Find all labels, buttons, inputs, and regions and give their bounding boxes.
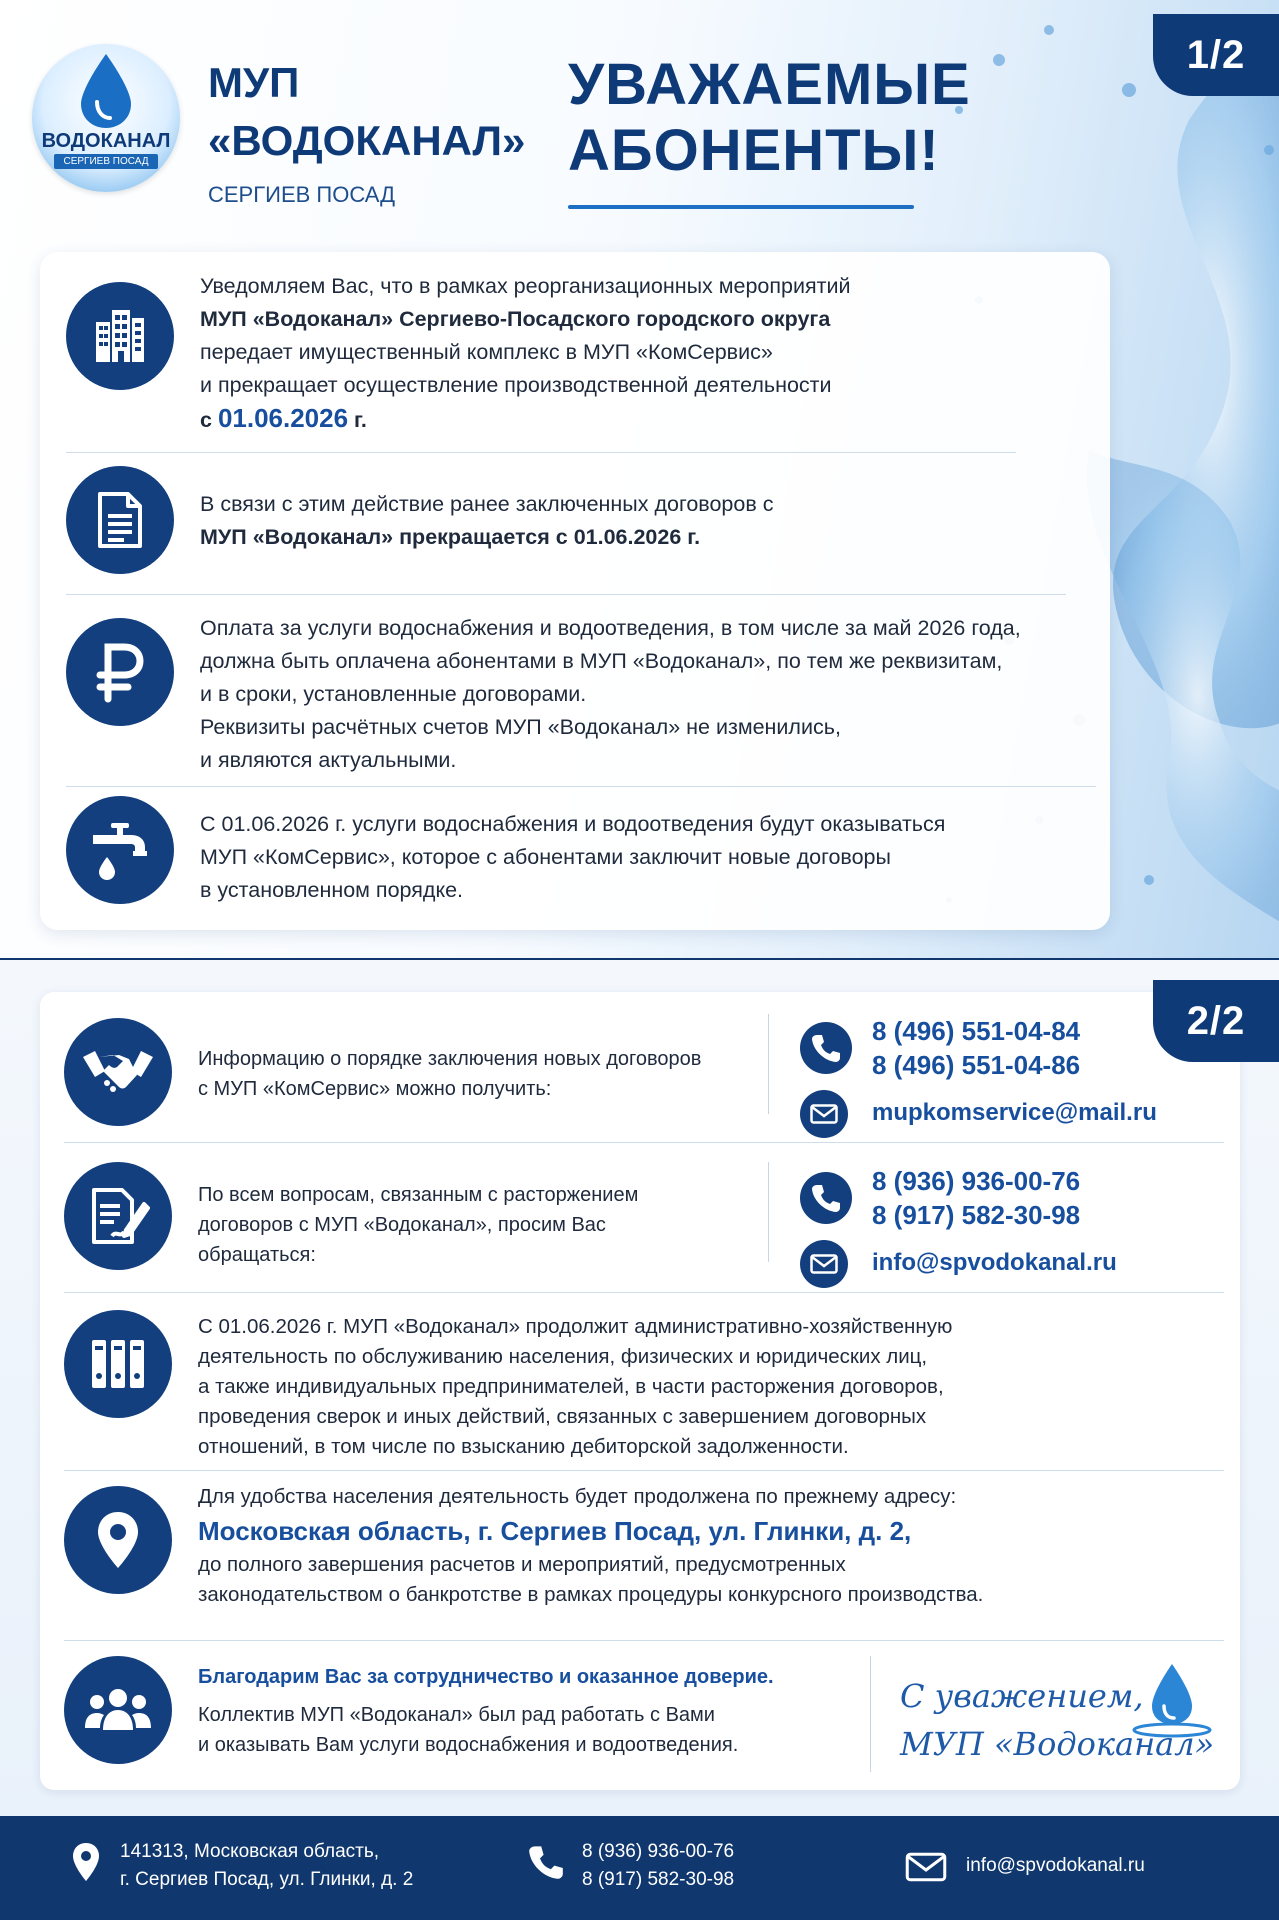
notice-item-3-line-1: Оплата за услуги водоснабжения и водоотведения, в том числе за май 2026 года, bbox=[200, 616, 1021, 640]
vodokanal-phone-2[interactable]: 8 (917) 582-30-98 bbox=[872, 1200, 1081, 1230]
contacts-new-line-1: Информацию о порядке заключения новых договоров bbox=[198, 1048, 702, 1070]
email-icon bbox=[800, 1090, 848, 1138]
notice-item-2 bbox=[200, 488, 773, 554]
thanks-line-1: Коллектив МУП «Водоканал» был рад работать с Вами bbox=[198, 1704, 715, 1726]
vodokanal-logo bbox=[32, 44, 180, 192]
divider bbox=[64, 1292, 1224, 1293]
notice-item-3 bbox=[200, 612, 1021, 777]
contacts-termination-line-1: По всем вопросам, связанным с расторжением bbox=[198, 1184, 639, 1206]
komservice-phone-2[interactable]: 8 (496) 551-04-86 bbox=[872, 1050, 1081, 1080]
org-short: МУП bbox=[208, 59, 300, 106]
footer-address-line-1: 141313, Московская область, bbox=[120, 1841, 380, 1862]
activity-line-1: С 01.06.2026 г. МУП «Водоканал» продолжит административно-хозяйственную bbox=[198, 1315, 953, 1338]
divider bbox=[64, 1470, 1224, 1471]
notice-item-4-line-3: в установленном порядке. bbox=[200, 878, 464, 902]
signature-line-1: С уважением, bbox=[900, 1677, 1144, 1715]
notice-item-4-line-1: С 01.06.2026 г. услуги водоснабжения и водоотведения будут оказываться bbox=[200, 812, 946, 836]
thanks-text bbox=[198, 1662, 774, 1760]
headline-line-2: АБОНЕНТЫ! bbox=[568, 118, 940, 183]
divider bbox=[64, 1640, 1224, 1641]
notice-card bbox=[40, 252, 1110, 930]
contacts-card bbox=[40, 992, 1240, 1790]
effective-date: 01.06.2026 bbox=[217, 403, 349, 433]
water-tap-icon bbox=[66, 796, 174, 904]
activity-line-2: деятельность по обслуживанию населения, физических и юридических лиц, bbox=[198, 1345, 928, 1368]
notice-item-3-line-5: и являются актуальными. bbox=[200, 748, 457, 772]
divider bbox=[66, 786, 1096, 787]
notice-item-1 bbox=[200, 270, 851, 437]
location-pin-icon bbox=[72, 1842, 100, 1882]
logo-name: ВОДОКАНАЛ bbox=[41, 130, 171, 152]
footer-phones bbox=[582, 1838, 734, 1894]
footer-address-line-2: г. Сергиев Посад, ул. Глинки, д. 2 bbox=[120, 1869, 414, 1890]
contacts-termination-line-3: обращаться: bbox=[198, 1244, 316, 1266]
notice-page-1 bbox=[0, 0, 1279, 958]
thanks-title: Благодарим Вас за сотрудничество и оказанное доверие. bbox=[198, 1666, 774, 1688]
headline-line-1: УВАЖАЕМЫЕ bbox=[568, 52, 971, 117]
contacts-termination-text bbox=[198, 1180, 638, 1270]
contacts-new-phones bbox=[872, 1014, 1080, 1082]
people-group-icon bbox=[64, 1656, 172, 1764]
address-line-2: законодательством о банкротстве в рамках процедуры конкурсного производства. bbox=[198, 1583, 984, 1606]
notice-item-1-line-4: и прекращает осуществление производственной деятельности bbox=[200, 373, 832, 397]
vodokanal-phone-1[interactable]: 8 (936) 936-00-76 bbox=[872, 1166, 1081, 1196]
notice-item-3-line-2: должна быть оплачена абонентами в МУП «Водоканал», по тем же реквизитам, bbox=[200, 649, 1003, 673]
address-line-1: до полного завершения расчетов и мероприятий, предусмотренных bbox=[198, 1553, 846, 1576]
footer-phone-1[interactable]: 8 (936) 936-00-76 bbox=[582, 1841, 735, 1862]
date-suffix: г. bbox=[348, 408, 367, 432]
thanks-line-2: и оказывать Вам услуги водоснабжения и водоотведения. bbox=[198, 1734, 739, 1756]
ruble-icon bbox=[66, 618, 174, 726]
notice-item-4 bbox=[200, 808, 945, 907]
notice-page-2 bbox=[0, 960, 1279, 1816]
water-drop-icon bbox=[1130, 1660, 1214, 1740]
notice-item-1-line-1: Уведомляем Вас, что в рамках реорганизационных мероприятий bbox=[200, 274, 851, 298]
divider bbox=[66, 594, 1066, 595]
headline-underline bbox=[568, 205, 914, 209]
page-number-badge: 2/2 bbox=[1153, 980, 1279, 1062]
notice-item-1-line-3: передает имущественный комплекс в МУП «КомСервис» bbox=[200, 340, 773, 364]
signature-line-2: МУП «Водоканал» bbox=[900, 1725, 1215, 1763]
address-intro: Для удобства населения деятельность будет продолжена по прежнему адресу: bbox=[198, 1485, 957, 1508]
notice-item-3-line-3: и в сроки, установленные договорами. bbox=[200, 682, 587, 706]
contacts-termination-line-2: договоров с МУП «Водоканал», просим Вас bbox=[198, 1214, 606, 1236]
activity-text bbox=[198, 1312, 952, 1462]
phone-icon bbox=[528, 1844, 564, 1880]
org-name: «ВОДОКАНАЛ» bbox=[208, 117, 526, 164]
footer-phone-2[interactable]: 8 (917) 582-30-98 bbox=[582, 1869, 735, 1890]
activity-line-5: отношений, в том числе по взысканию дебиторской задолженности. bbox=[198, 1435, 849, 1458]
notice-item-3-line-4: Реквизиты расчётных счетов МУП «Водоканал» не изменились, bbox=[200, 715, 841, 739]
komservice-phone-1[interactable]: 8 (496) 551-04-84 bbox=[872, 1016, 1081, 1046]
divider bbox=[66, 452, 1016, 453]
notice-item-1-line-2: МУП «Водоканал» Сергиево-Посадского городского округа bbox=[200, 307, 831, 331]
address-text bbox=[198, 1482, 983, 1610]
office-address: Московская область, г. Сергиев Посад, ул. Глинки, д. 2, bbox=[198, 1516, 912, 1546]
phone-icon bbox=[800, 1022, 852, 1074]
document-icon bbox=[66, 466, 174, 574]
notice-item-2-line-1: В связи с этим действие ранее заключенных договоров с bbox=[200, 492, 774, 516]
logo-city: СЕРГИЕВ ПОСАД bbox=[54, 154, 158, 169]
notice-item-1-date-line bbox=[200, 402, 851, 437]
activity-line-4: проведения сверок и иных действий, связанных с завершением договорных bbox=[198, 1405, 927, 1428]
column-separator bbox=[768, 1014, 769, 1114]
water-drop-icon bbox=[77, 52, 135, 130]
handshake-icon bbox=[64, 1018, 172, 1126]
footer-bar bbox=[0, 1816, 1279, 1920]
org-city: СЕРГИЕВ ПОСАД bbox=[208, 182, 396, 207]
notice-item-2-line-2: МУП «Водоканал» прекращается с 01.06.2026 г. bbox=[200, 525, 701, 549]
activity-line-3: а также индивидуальных предпринимателей, в части расторжения договоров, bbox=[198, 1375, 944, 1398]
footer-address bbox=[120, 1838, 413, 1894]
footer-email-link[interactable]: info@spvodokanal.ru bbox=[966, 1855, 1145, 1876]
headline bbox=[568, 52, 971, 184]
building-icon bbox=[66, 282, 174, 390]
contacts-new-line-2: с МУП «КомСервис» можно получить: bbox=[198, 1078, 552, 1100]
contacts-new-text bbox=[198, 1044, 701, 1104]
email-icon bbox=[904, 1852, 948, 1882]
column-separator bbox=[768, 1162, 769, 1262]
email-icon bbox=[800, 1240, 848, 1288]
date-prefix: с bbox=[200, 408, 218, 432]
phone-icon bbox=[800, 1172, 852, 1224]
location-pin-icon bbox=[64, 1486, 172, 1594]
folders-icon bbox=[64, 1310, 172, 1418]
contacts-termination-phones bbox=[872, 1164, 1080, 1232]
contract-edit-icon bbox=[64, 1162, 172, 1270]
komservice-email-link[interactable]: mupkomservice@mail.ru bbox=[872, 1099, 1157, 1126]
vodokanal-email-link[interactable]: info@spvodokanal.ru bbox=[872, 1249, 1117, 1276]
divider bbox=[64, 1142, 1224, 1143]
notice-item-4-line-2: МУП «КомСервис», которое с абонентами заключит новые договоры bbox=[200, 845, 891, 869]
column-separator bbox=[870, 1656, 871, 1772]
page-number-badge: 1/2 bbox=[1153, 14, 1279, 96]
